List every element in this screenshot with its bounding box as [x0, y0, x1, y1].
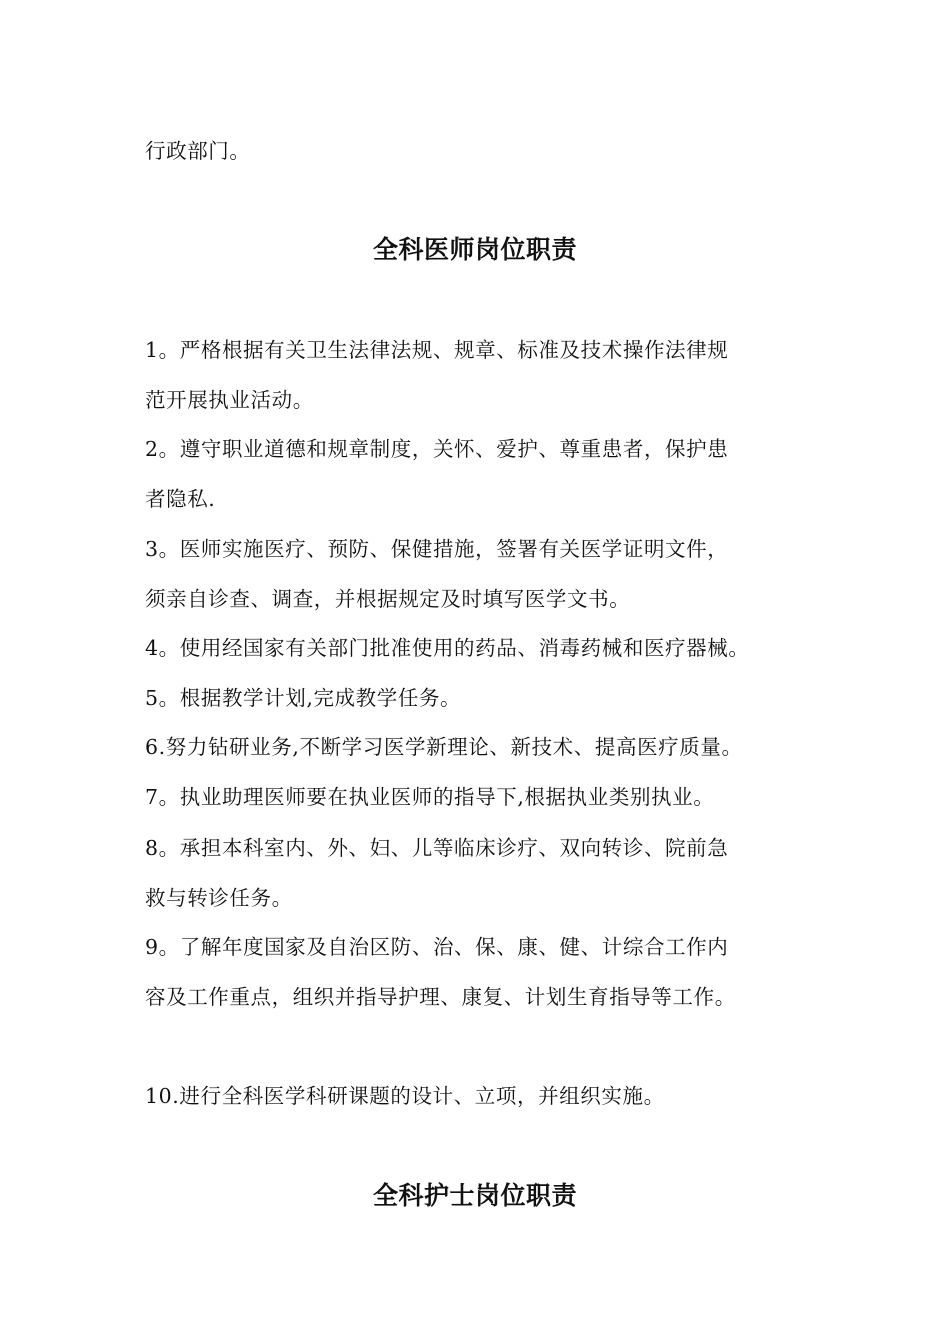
- doctor-duty-line: 容及工作重点，组织并指导护理、康复、计划生育指导等工作。: [145, 985, 736, 1009]
- intro-fragment: 行政部门。: [145, 139, 251, 163]
- doctor-duty-line: 须亲自诊查、调查，并根据规定及时填写医学文书。: [145, 587, 631, 611]
- doctor-duty-line: 5。根据教学计划,完成教学任务。: [145, 686, 462, 710]
- doctor-duty-line: 6.努力钻研业务,不断学习医学新理论、新技术、提高医疗质量。: [145, 735, 743, 759]
- doctor-duty-line: 2。遵守职业道德和规章制度，关怀、爱护、尊重患者，保护患: [145, 437, 729, 461]
- doctor-duty-line: 4。使用经国家有关部门批准使用的药品、消毒药械和医疗器械。: [145, 636, 750, 660]
- doctor-duty-line: 1。严格根据有关卫生法律法规、规章、标准及技术操作法律规: [145, 338, 729, 362]
- doctor-duty-line: 10.进行全科医学科研课题的设计、立项，并组织实施。: [145, 1084, 665, 1108]
- doctor-duty-line: 救与转诊任务。: [145, 886, 293, 910]
- doctor-duty-line: 者隐私.: [145, 487, 216, 511]
- doctor-duty-line: 7。执业助理医师要在执业医师的指导下,根据执业类别执业。: [145, 785, 715, 809]
- doctor-section-title: 全科医师岗位职责: [372, 235, 577, 264]
- doctor-duty-line: 9。了解年度国家及自治区防、治、保、康、健、计综合工作内: [145, 935, 729, 959]
- doctor-duty-line: 8。承担本科室内、外、妇、儿等临床诊疗、双向转诊、院前急: [145, 836, 729, 860]
- nurse-section-title: 全科护士岗位职责: [372, 1181, 577, 1210]
- doctor-duty-line: 范开展执业活动。: [145, 388, 314, 412]
- doctor-duty-line: 3。医师实施医疗、预防、保健措施，签署有关医学证明文件，: [145, 537, 729, 561]
